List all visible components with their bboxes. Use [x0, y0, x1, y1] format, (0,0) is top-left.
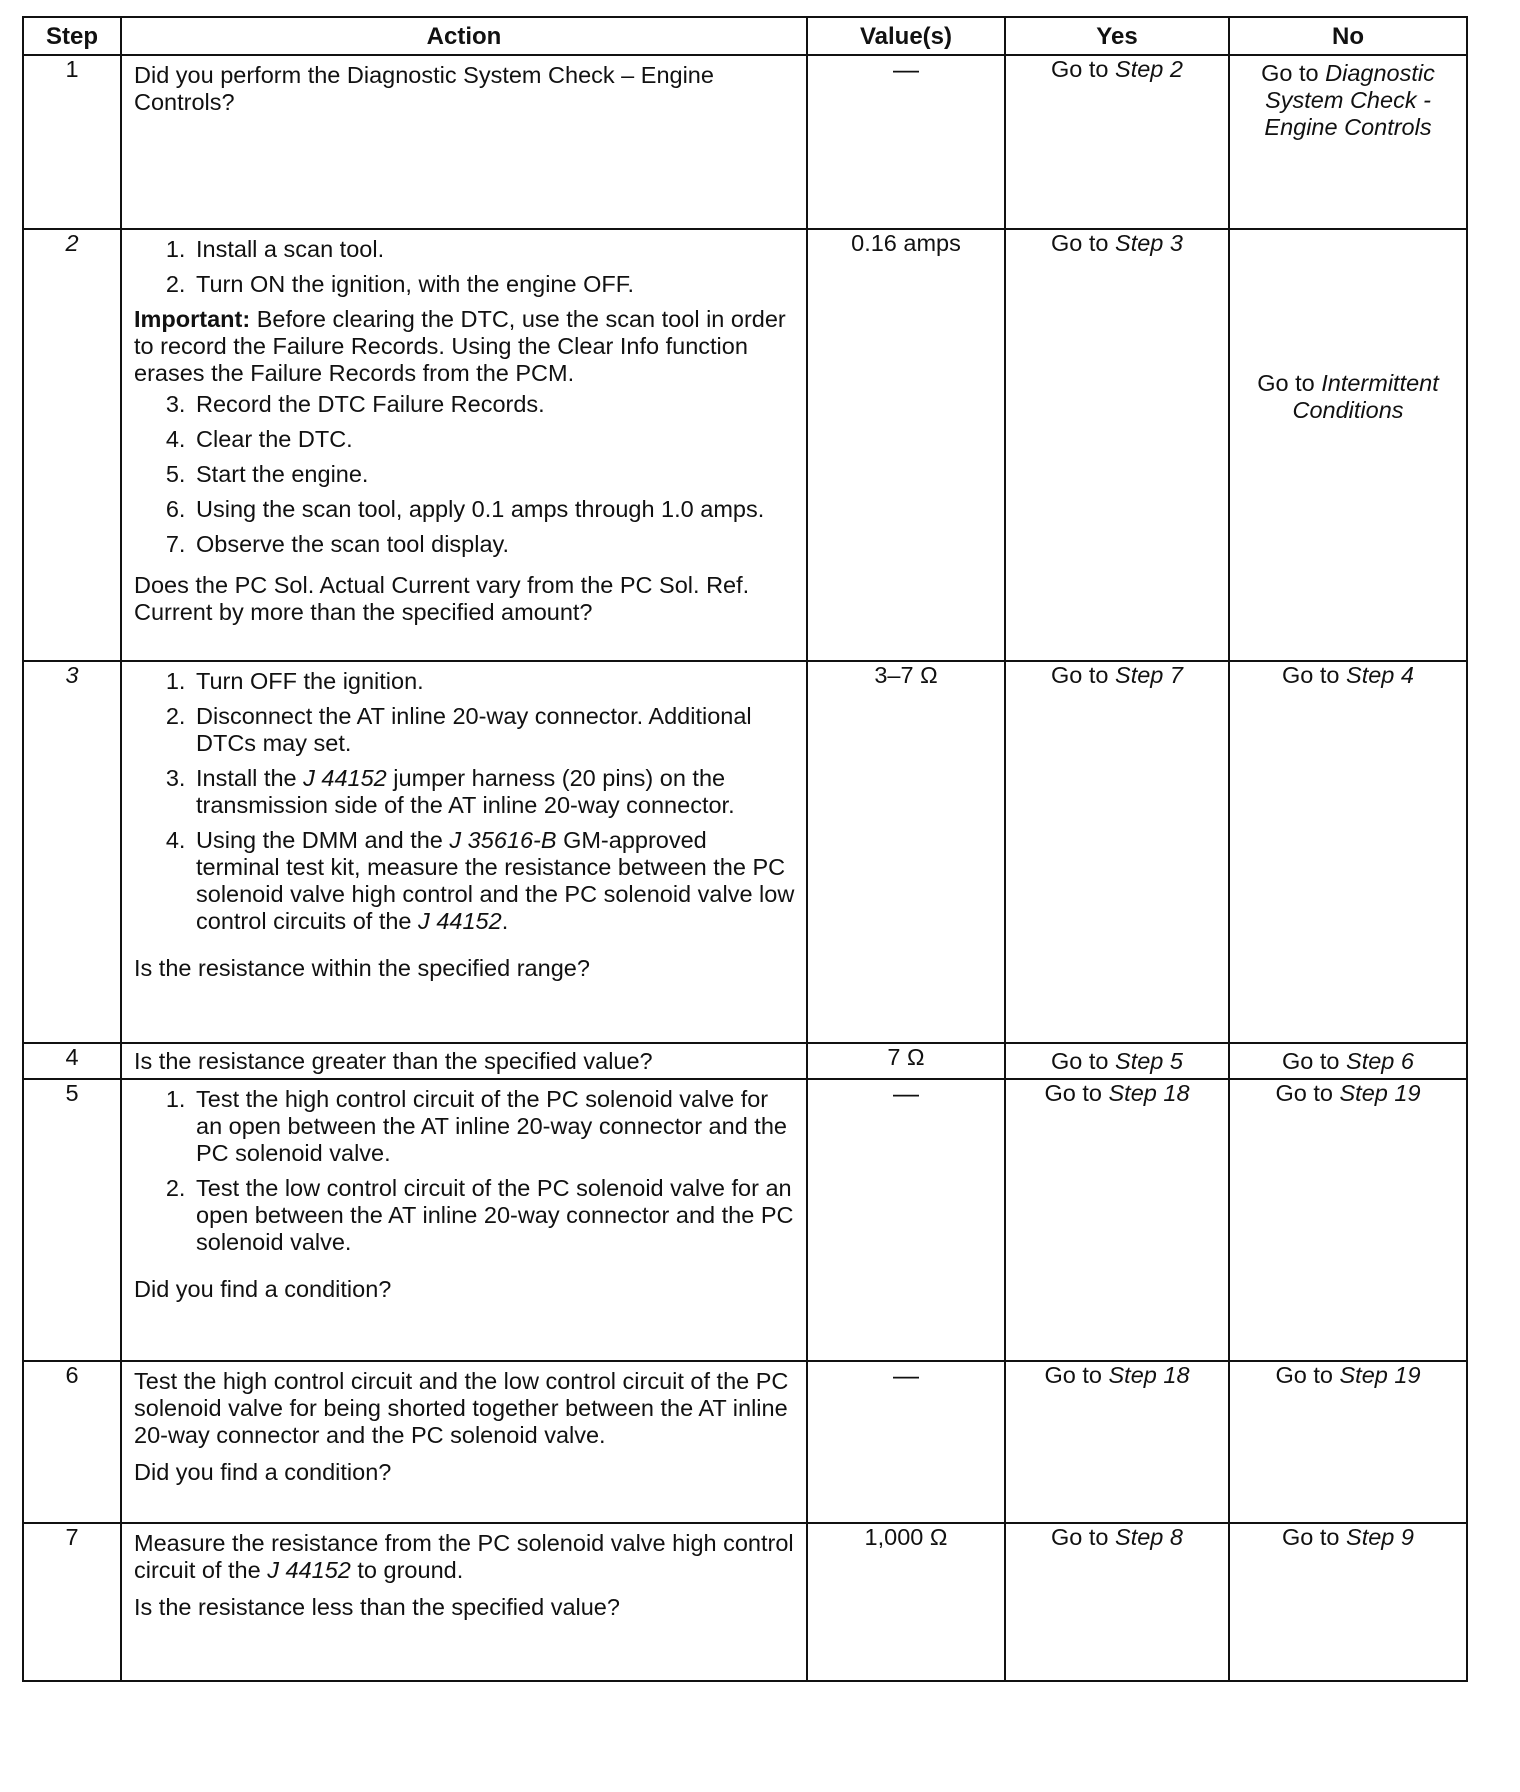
tool-ref: J 35616-B [449, 827, 557, 853]
step-number: 4 [23, 1043, 121, 1079]
step-number: 6 [23, 1361, 121, 1523]
yes-prefix: Go to [1051, 662, 1109, 688]
tool-ref: J 44152 [267, 1557, 351, 1583]
list-item: 5. Start the engine. [192, 461, 796, 488]
yes-prefix: Go to [1051, 230, 1109, 256]
value-text: 7 Ω [887, 1044, 925, 1070]
yes-prefix: Go to [1051, 1524, 1109, 1550]
no-cell [1229, 229, 1467, 661]
no-cell [1229, 1079, 1467, 1361]
action-cell [121, 1523, 807, 1681]
table-row-step-1 [23, 55, 1467, 229]
tool-ref: J 44152 [303, 765, 387, 791]
question-text: Is the resistance less than the specified value? [134, 1594, 620, 1620]
no-step-link[interactable]: Step 19 [1339, 1080, 1421, 1106]
no-prefix: Go to [1282, 662, 1340, 688]
table-row-step-5 [23, 1079, 1467, 1361]
no-prefix: Go to [1282, 1524, 1340, 1550]
action-cell [121, 55, 807, 229]
table-row-step-7 [23, 1523, 1467, 1681]
header-row [23, 17, 1467, 55]
no-cell [1229, 1523, 1467, 1681]
list-item: 4. Clear the DTC. [192, 426, 796, 453]
yes-cell [1005, 1043, 1229, 1079]
yes-cell [1005, 1079, 1229, 1361]
value-cell [807, 1043, 1005, 1079]
no-prefix: Go to [1282, 1047, 1340, 1074]
no-prefix: Go to [1275, 1362, 1333, 1388]
action-text: Test the high control circuit and the low control circuit of the PC solenoid valve for being shorted together between the AT inline 20-way connector and the PC solenoid valve. [134, 1368, 789, 1448]
important-label: Important: [134, 306, 251, 332]
header-values: Value(s) [807, 17, 1005, 55]
question-text: Did you find a condition? [134, 1459, 392, 1485]
no-step-link[interactable]: Intermittent Conditions [1292, 370, 1439, 423]
list-item: 2. Test the low control circuit of the PC solenoid valve for an open between the AT inline 20-way connector and the PC solenoid valve. [192, 1175, 796, 1256]
value-cell [807, 1079, 1005, 1361]
no-step-link[interactable]: Step 19 [1339, 1362, 1421, 1388]
step-number: 5 [23, 1079, 121, 1361]
yes-cell [1005, 55, 1229, 229]
value-text: — [893, 54, 919, 84]
question-text: Is the resistance within the specified range? [134, 955, 590, 981]
no-cell [1229, 55, 1467, 229]
value-text: 3–7 Ω [874, 662, 938, 688]
list-item: 1. Install a scan tool. [192, 236, 796, 263]
yes-step-link[interactable]: Step 18 [1108, 1080, 1190, 1106]
step-number: 3 [23, 661, 121, 1043]
list-item: 1. Test the high control circuit of the PC solenoid valve for an open between the AT inline 20-way connector and the PC solenoid valve. [192, 1086, 796, 1167]
no-step-link[interactable]: Diagnostic System Check - Engine Controls [1264, 60, 1435, 140]
header-action: Action [121, 17, 807, 55]
action-cell [121, 1361, 807, 1523]
yes-prefix: Go to [1044, 1080, 1102, 1106]
yes-cell [1005, 1361, 1229, 1523]
yes-cell [1005, 1523, 1229, 1681]
action-cell [121, 661, 807, 1043]
list-item: 7. Observe the scan tool display. [192, 531, 796, 558]
action-text: Measure the resistance from the PC solenoid valve high control circuit of the J 44152 to ground. [134, 1530, 794, 1583]
value-text: — [893, 1360, 919, 1390]
step-number: 1 [23, 55, 121, 229]
tool-ref: J 44152 [418, 908, 502, 934]
important-note [134, 306, 796, 387]
list-item: 1. Turn OFF the ignition. [192, 668, 796, 695]
no-prefix: Go to [1257, 370, 1315, 396]
header-yes: Yes [1005, 17, 1229, 55]
no-cell [1229, 1043, 1467, 1079]
list-item: 3. Record the DTC Failure Records. [192, 391, 796, 418]
action-cell [121, 229, 807, 661]
yes-step-link[interactable]: Step 7 [1115, 662, 1183, 688]
no-step-link[interactable]: Step 6 [1346, 1047, 1414, 1074]
no-cell [1229, 1361, 1467, 1523]
question-text: Did you find a condition? [134, 1276, 392, 1302]
value-cell [807, 229, 1005, 661]
value-cell [807, 1523, 1005, 1681]
list-item: 2. Disconnect the AT inline 20-way connector. Additional DTCs may set. [192, 703, 796, 757]
action-cell [121, 1043, 807, 1079]
value-text: — [893, 1078, 919, 1108]
yes-step-link[interactable]: Step 2 [1115, 56, 1183, 82]
no-prefix: Go to [1275, 1080, 1333, 1106]
no-step-link[interactable]: Step 4 [1346, 662, 1414, 688]
table-row-step-4 [23, 1043, 1467, 1079]
yes-cell [1005, 229, 1229, 661]
diagnostic-table [22, 16, 1468, 1682]
value-cell [807, 661, 1005, 1043]
header-step: Step [23, 17, 121, 55]
table-row-step-3 [23, 661, 1467, 1043]
list-item: 3. Install the J 44152 jumper harness (20 pins) on the transmission side of the AT inline 20-way connector. [192, 765, 796, 819]
important-text: Before clearing the DTC, use the scan tool in order to record the Failure Records. Using the Clear Info function erases the Failure Records from the PCM. [134, 306, 786, 386]
value-cell [807, 1361, 1005, 1523]
no-step-link[interactable]: Step 9 [1346, 1524, 1414, 1550]
question-text: Is the resistance greater than the specified value? [134, 1047, 653, 1074]
yes-prefix: Go to [1051, 56, 1109, 82]
value-text: 0.16 amps [851, 230, 961, 256]
yes-prefix: Go to [1051, 1047, 1109, 1074]
table-row-step-6 [23, 1361, 1467, 1523]
value-cell [807, 55, 1005, 229]
step-number: 2 [23, 229, 121, 661]
header-no: No [1229, 17, 1467, 55]
yes-step-link[interactable]: Step 5 [1115, 1047, 1183, 1074]
step-number: 7 [23, 1523, 121, 1681]
yes-cell [1005, 661, 1229, 1043]
question-text: Does the PC Sol. Actual Current vary from the PC Sol. Ref. Current by more than the specified amount? [134, 572, 750, 625]
yes-step-link[interactable]: Step 3 [1115, 230, 1183, 256]
yes-prefix: Go to [1044, 1362, 1102, 1388]
value-text: 1,000 Ω [864, 1524, 948, 1550]
table-row-step-2 [23, 229, 1467, 661]
yes-step-link[interactable]: Step 18 [1108, 1362, 1190, 1388]
action-text: Did you perform the Diagnostic System Check – Engine Controls? [134, 62, 714, 115]
list-item: 4. Using the DMM and the J 35616-B GM-approved terminal test kit, measure the resistance between the PC solenoid valve high control and the PC solenoid valve low control circuits of the J 44152. [192, 827, 796, 935]
list-item: 6. Using the scan tool, apply 0.1 amps through 1.0 amps. [192, 496, 796, 523]
no-cell [1229, 661, 1467, 1043]
yes-step-link[interactable]: Step 8 [1115, 1524, 1183, 1550]
no-prefix: Go to [1261, 60, 1319, 86]
list-item: 2. Turn ON the ignition, with the engine OFF. [192, 271, 796, 298]
action-cell [121, 1079, 807, 1361]
